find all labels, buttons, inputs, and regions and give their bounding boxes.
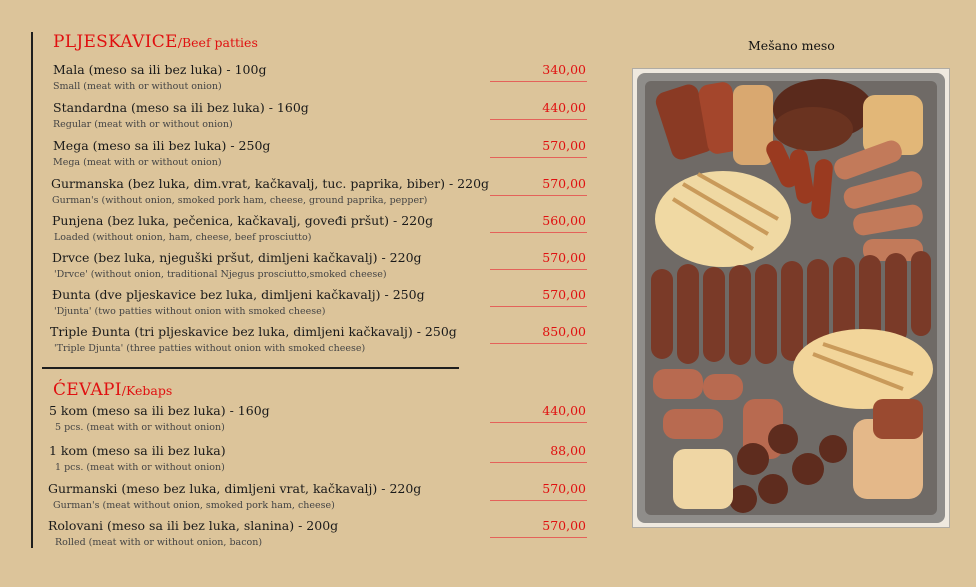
item-price: 570,00 (542, 250, 586, 265)
item-description: 'Djunta' (two patties without onion with smoked cheese) (54, 306, 326, 317)
item-name: Mala (meso sa ili bez luka) - 100g (53, 62, 267, 77)
mixed-meat-illustration (633, 69, 949, 527)
menu-item (0, 138, 600, 174)
mixed-meat-photo (632, 68, 950, 528)
item-description: 5 pcs. (meat with or without onion) (55, 422, 225, 433)
item-price: 570,00 (542, 138, 586, 153)
section-title-main: ĆEVAPI (53, 380, 122, 400)
item-name: 5 kom (meso sa ili bez luka) - 160g (49, 403, 270, 418)
price-underline (490, 269, 587, 270)
photo-caption: Mešano meso (748, 38, 835, 53)
menu-item (0, 403, 600, 439)
price-underline (490, 232, 587, 233)
item-price: 440,00 (542, 403, 586, 418)
menu-item (0, 62, 600, 98)
price-underline (490, 119, 587, 120)
item-description: Loaded (without onion, ham, cheese, beef prosciutto) (54, 232, 312, 243)
menu-item (0, 443, 600, 479)
item-description: Mega (meat with or without onion) (53, 157, 222, 168)
section-divider (42, 367, 459, 369)
item-price: 340,00 (542, 62, 586, 77)
item-price: 570,00 (542, 287, 586, 302)
section-title-cevapi (53, 380, 172, 400)
item-description: Gurman's (without onion, smoked pork ham, cheese, ground paprika, pepper) (52, 195, 428, 206)
item-price: 850,00 (542, 324, 586, 339)
item-description: 'Triple Djunta' (three patties without onion with smoked cheese) (54, 343, 366, 354)
price-underline (490, 422, 587, 423)
item-price: 570,00 (542, 481, 586, 496)
section-title-sub: /Beef patties (177, 35, 258, 50)
item-price: 570,00 (542, 176, 586, 191)
price-underline (490, 306, 587, 307)
price-underline (490, 500, 587, 501)
section-title-pljeskavice (53, 32, 258, 52)
price-underline (490, 537, 587, 538)
menu-item (0, 176, 600, 212)
price-underline (490, 81, 587, 82)
section-title-sub: /Kebaps (121, 383, 173, 398)
price-underline (490, 195, 587, 196)
item-name: Punjena (bez luka, pečenica, kačkavalj, goveđi pršut) - 220g (52, 213, 434, 228)
menu-item (0, 518, 600, 554)
price-underline (490, 462, 587, 463)
item-name: Gurmanska (bez luka, dim.vrat, kačkavalj, tuc. paprika, biber) - 220g (51, 176, 490, 191)
item-price: 88,00 (550, 443, 586, 458)
item-name: 1 kom (meso sa ili bez luka) (49, 443, 226, 458)
item-name: Triple Đunta (tri pljeskavice bez luka, dimljeni kačkavalj) - 250g (50, 324, 457, 339)
menu-item (0, 481, 600, 517)
item-description: 1 pcs. (meat with or without onion) (55, 462, 225, 473)
item-name: Mega (meso sa ili bez luka) - 250g (53, 138, 271, 153)
price-underline (490, 343, 587, 344)
item-name: Drvce (bez luka, njeguški pršut, dimljeni kačkavalj) - 220g (52, 250, 422, 265)
menu-item (0, 250, 600, 286)
menu-item (0, 213, 600, 249)
price-underline (490, 157, 587, 158)
item-description: Small (meat with or without onion) (53, 81, 222, 92)
section-title-main: PLJESKAVICE (53, 32, 178, 52)
item-price: 570,00 (542, 518, 586, 533)
menu-item (0, 287, 600, 323)
item-price: 560,00 (542, 213, 586, 228)
item-name: Đunta (dve pljeskavice bez luka, dimljeni kačkavalj) - 250g (52, 287, 425, 302)
item-price: 440,00 (542, 100, 586, 115)
item-description: Gurman's (meat without onion, smoked pork ham, cheese) (53, 500, 335, 511)
item-description: Regular (meat with or without onion) (53, 119, 233, 130)
menu-item (0, 324, 600, 360)
item-name: Gurmanski (meso bez luka, dimljeni vrat, kačkavalj) - 220g (48, 481, 422, 496)
item-description: Rolled (meat with or without onion, bacon) (55, 537, 263, 548)
item-name: Standardna (meso sa ili bez luka) - 160g (53, 100, 309, 115)
item-description: 'Drvce' (without onion, traditional Njegus prosciutto,smoked cheese) (54, 269, 387, 280)
menu-item (0, 100, 600, 136)
item-name: Rolovani (meso sa ili bez luka, slanina) - 200g (48, 518, 339, 533)
